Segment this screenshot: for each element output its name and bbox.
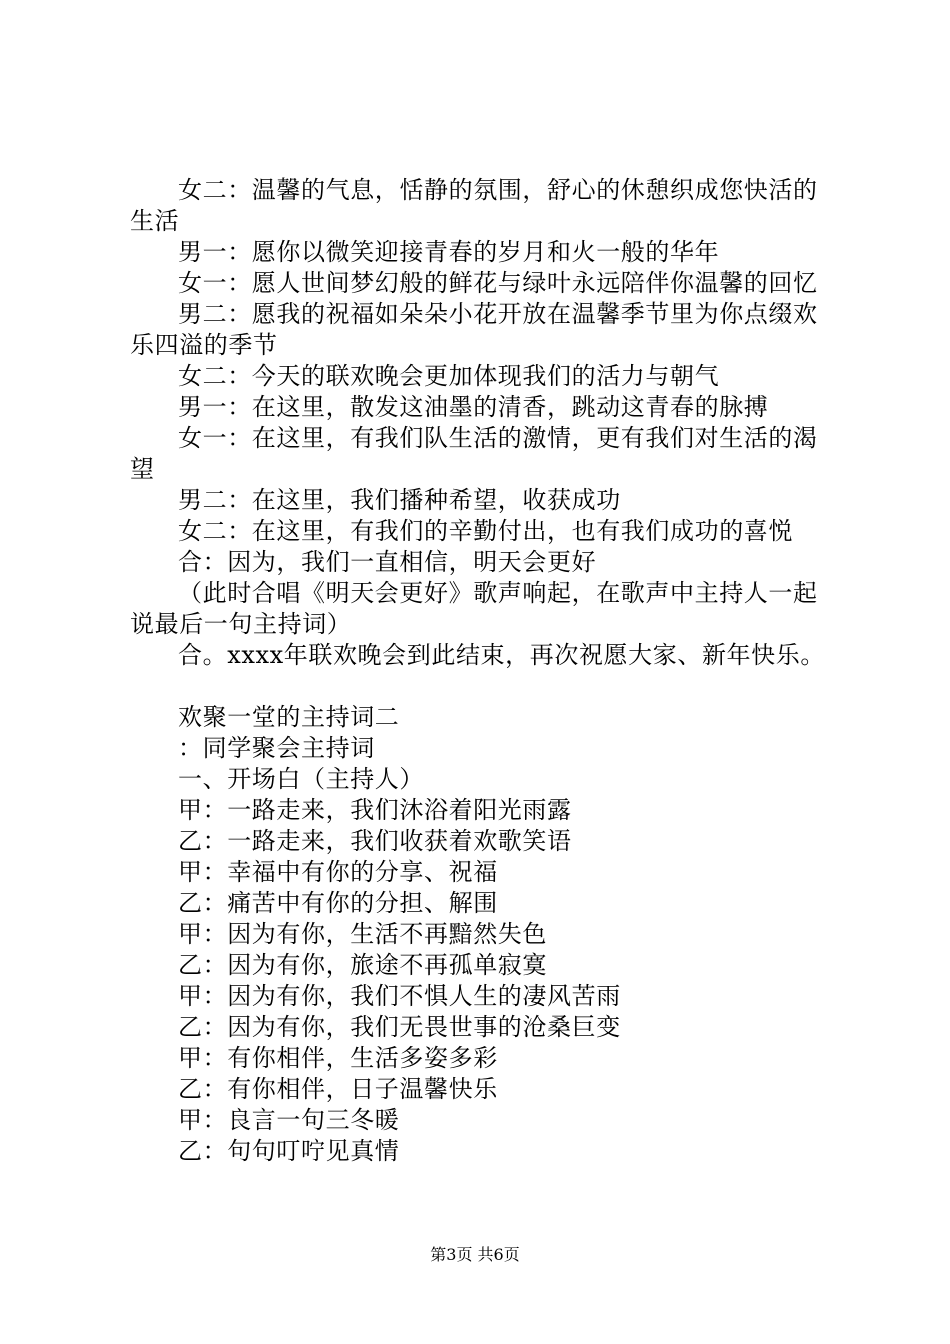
paragraph: 乙：因为有你，我们无畏世事的沧桑巨变	[178, 1013, 621, 1041]
paragraph: 甲：一路走来，我们沐浴着阳光雨露	[178, 796, 572, 824]
paragraph: 乙：一路走来，我们收获着欢歌笑语	[178, 827, 572, 855]
paragraph: 乙：痛苦中有你的分担、解围	[178, 889, 498, 917]
paragraph: 女一：愿人世间梦幻般的鲜花与绿叶永远陪伴你温馨的回忆	[178, 269, 818, 297]
paragraph: 甲：有你相伴，生活多姿多彩	[178, 1044, 498, 1072]
page-number-footer: 第3页 共6页	[430, 1245, 520, 1264]
paragraph: 男二：愿我的祝福如朵朵小花开放在温馨季节里为你点缀欢乐四溢的季节	[130, 300, 818, 359]
document-body	[130, 175, 840, 1167]
paragraph: 女一：在这里，有我们队生活的激情，更有我们对生活的渴望	[130, 424, 818, 483]
paragraph: 男二：在这里，我们播种希望，收获成功	[178, 486, 621, 514]
paragraph: 女二：今天的联欢晚会更加体现我们的活力与朝气	[178, 362, 720, 390]
paragraph: 男一：在这里，散发这油墨的清香，跳动这青春的脉搏	[178, 393, 769, 421]
paragraph: 甲：因为有你，我们不惧人生的凄风苦雨	[178, 982, 621, 1010]
paragraph: ：同学聚会主持词	[178, 734, 375, 762]
paragraph: 一、开场白（主持人）	[178, 765, 424, 793]
section-spacer	[130, 671, 840, 702]
paragraph: 乙：句句叮咛见真情	[178, 1137, 400, 1165]
paragraph: 合：因为，我们一直相信，明天会更好	[178, 548, 597, 576]
paragraph: 男一：愿你以微笑迎接青春的岁月和火一般的华年	[178, 238, 720, 266]
paragraph: 甲：幸福中有你的分享、祝福	[178, 858, 498, 886]
paragraph: 甲：因为有你，生活不再黯然失色	[178, 920, 547, 948]
paragraph: （此时合唱《明天会更好》歌声响起，在歌声中主持人一起说最后一句主持词）	[130, 579, 818, 638]
paragraph: 甲：良言一句三冬暖	[178, 1106, 400, 1134]
paragraph: 合。xxxx年联欢晚会到此结束，再次祝愿大家、新年快乐。	[178, 641, 825, 669]
section-title: 欢聚一堂的主持词二	[178, 703, 400, 731]
paragraph: 乙：因为有你，旅途不再孤单寂寞	[178, 951, 547, 979]
paragraph: 女二：温馨的气息，恬静的氛围，舒心的休憩织成您快活的生活	[130, 176, 818, 235]
paragraph: 乙：有你相伴，日子温馨快乐	[178, 1075, 498, 1103]
paragraph: 女二：在这里，有我们的辛勤付出，也有我们成功的喜悦	[178, 517, 793, 545]
